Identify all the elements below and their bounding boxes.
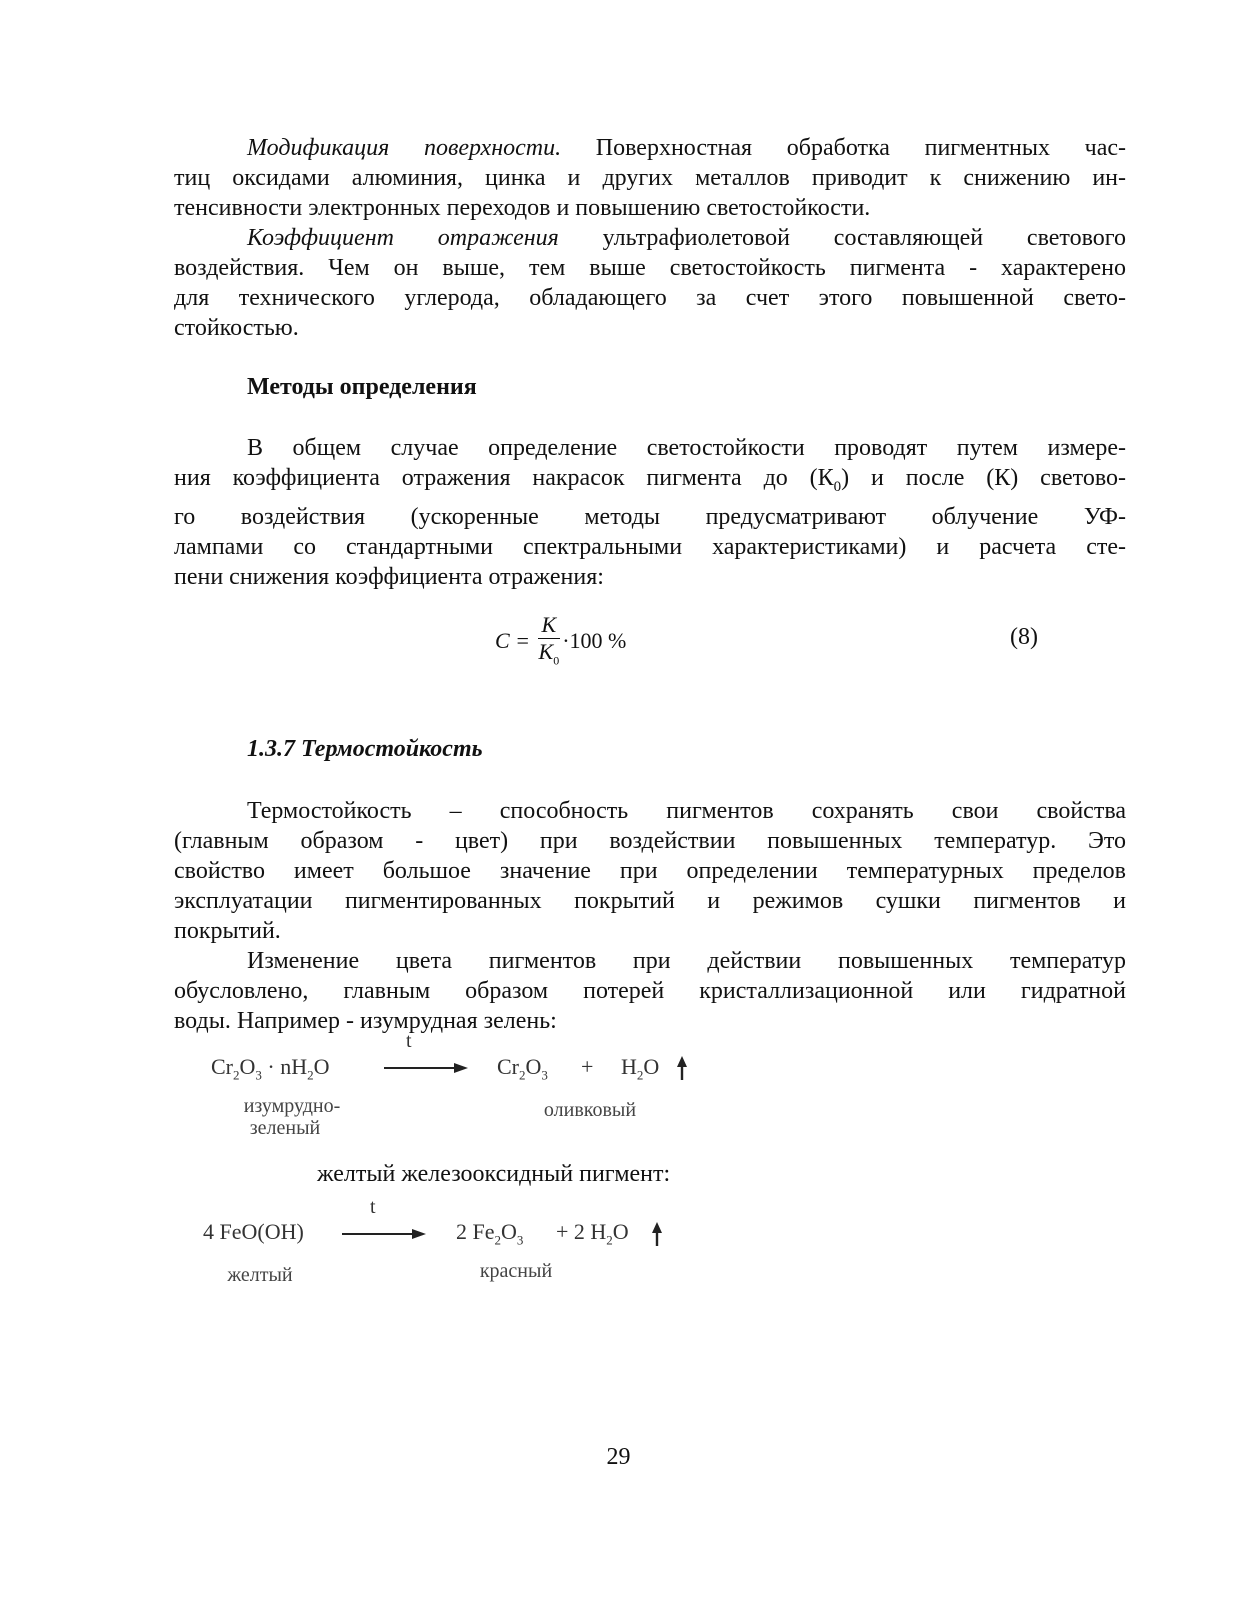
paragraph-reflection-coefficient (174, 223, 1126, 343)
text-span: Cr (211, 1054, 233, 1079)
text-span: Поверхностная обработка пигментных час- (595, 135, 1126, 161)
text-line: стойкостью. (174, 315, 299, 341)
formula-lhs: C = (495, 627, 531, 653)
formula-den-symbol: K (538, 639, 554, 664)
section-heading: 1.3.7 Термостойкость (247, 736, 483, 762)
subscript: 3 (541, 1067, 548, 1083)
subscript: 2 (494, 1232, 501, 1248)
paragraph-heat-resistance (174, 796, 1126, 946)
text-span: Cr (497, 1054, 519, 1079)
text-span: H (621, 1054, 637, 1079)
text-line: для технического углерода, обладающего за счет этого повышенной свето- (174, 285, 1126, 311)
reaction2-label-right: красный (479, 1260, 553, 1282)
text-span: O (612, 1219, 629, 1244)
reaction-arrow-icon (342, 1227, 428, 1241)
reaction-arrow-icon (384, 1061, 470, 1075)
paragraph-color-change (174, 946, 1126, 1036)
subscript: 2 (636, 1067, 644, 1083)
text-span: O (525, 1054, 542, 1079)
subscript: 3 (516, 1232, 524, 1248)
reaction2-product-a (456, 1219, 523, 1248)
text-line: покрытий. (174, 918, 281, 944)
subscript: 2 (519, 1067, 526, 1083)
formula-lightfastness (495, 612, 626, 673)
text-line: воздействия. Чем он выше, тем выше светостойкость пигмента - характерено (174, 255, 1126, 281)
text-line (174, 133, 1126, 163)
paragraph-surface-modification (174, 133, 1126, 223)
text-span: · nH (261, 1054, 308, 1079)
text-line: лампами со стандартными спектральными характеристиками) и расчета сте- (174, 533, 1126, 560)
page-number: 29 (606, 1444, 631, 1470)
text-line: Изменение цвета пигментов при действии повышенных температур (247, 948, 1126, 974)
text-line: (главным образом - цвет) при воздействии повышенных температур. Это (174, 828, 1126, 854)
formula-fraction (538, 612, 561, 673)
italic-term: Коэффициент отражения (247, 225, 559, 251)
text-line: Термостойкость – способность пигментов сохранять свои свойства (247, 798, 1126, 824)
text-span: + 2 H (556, 1219, 607, 1244)
subscript: 0 (553, 653, 560, 668)
subscript: 2 (233, 1067, 240, 1083)
text-span: ультрафиолетовой составляющей светового (558, 225, 1126, 251)
text-line: свойство имеет большое значение при определении температурных пределов (174, 858, 1126, 884)
text-span: ния коэффициента отражения накрасок пигмента до (К (174, 465, 834, 491)
subscript: 0 (833, 478, 842, 495)
reaction2-label-left: желтый (227, 1264, 293, 1286)
heading-methods: Методы определения (247, 374, 477, 400)
formula-denominator (538, 639, 561, 673)
text-line: тенсивности электронных переходов и повышению светостойкости. (174, 195, 871, 221)
text-line: В общем случае определение светостойкости проводят путем измере- (247, 435, 1126, 461)
text-span: зеленый (249, 1117, 321, 1139)
text-line: обусловлено, главным образом потерей кристаллизационной или гидратной (174, 978, 1126, 1004)
reaction1-label-left (222, 1095, 362, 1139)
text-line (174, 223, 1126, 253)
text-span: O (501, 1219, 517, 1244)
italic-term: Модификация поверхности. (247, 135, 562, 161)
arrow-up-icon (651, 1222, 663, 1248)
text-span: O (313, 1054, 330, 1079)
formula-tail: ·100 % (562, 627, 627, 653)
reaction2-reactant: 4 FeO(OH) (203, 1219, 304, 1244)
text-line: го воздействия (ускоренные методы предусматривают облучение УФ- (174, 503, 1126, 530)
subscript: 2 (307, 1067, 314, 1083)
reaction1-product-b (621, 1054, 659, 1083)
text-line: воды. Например - изумрудная зелень: (174, 1008, 557, 1034)
reaction1-arrow-label: t (406, 1030, 412, 1052)
paragraph-methods (174, 433, 1126, 592)
subscript: 3 (255, 1067, 262, 1083)
formula-numerator: K (538, 612, 561, 639)
text-span: O (643, 1054, 660, 1079)
text-span: ) и после (К) светово- (841, 465, 1126, 491)
text-span: изумрудно- (243, 1095, 341, 1117)
paragraph-yellow-pigment: желтый железооксидный пигмент: (317, 1161, 671, 1187)
arrow-up-icon (676, 1056, 688, 1082)
text-line: эксплуатации пигментированных покрытий и режимов сушки пигментов и (174, 888, 1126, 914)
text-line: пени снижения коэффициента отражения: (174, 563, 604, 590)
reaction1-label-right: оливковый (543, 1099, 637, 1121)
text-line (174, 463, 1126, 502)
reaction2-product-b (556, 1219, 629, 1248)
text-line: тиц оксидами алюминия, цинка и других металлов приводит к снижению ин- (174, 165, 1126, 191)
equation-number: (8) (1010, 624, 1038, 650)
reaction1-product-a (497, 1054, 548, 1083)
text-span: O (239, 1054, 256, 1079)
reaction1-plus: + (581, 1054, 594, 1079)
reaction2-arrow-label: t (370, 1196, 376, 1218)
subscript: 2 (606, 1232, 613, 1248)
reaction1-reactant (211, 1054, 330, 1083)
text-span: 2 Fe (456, 1219, 495, 1244)
